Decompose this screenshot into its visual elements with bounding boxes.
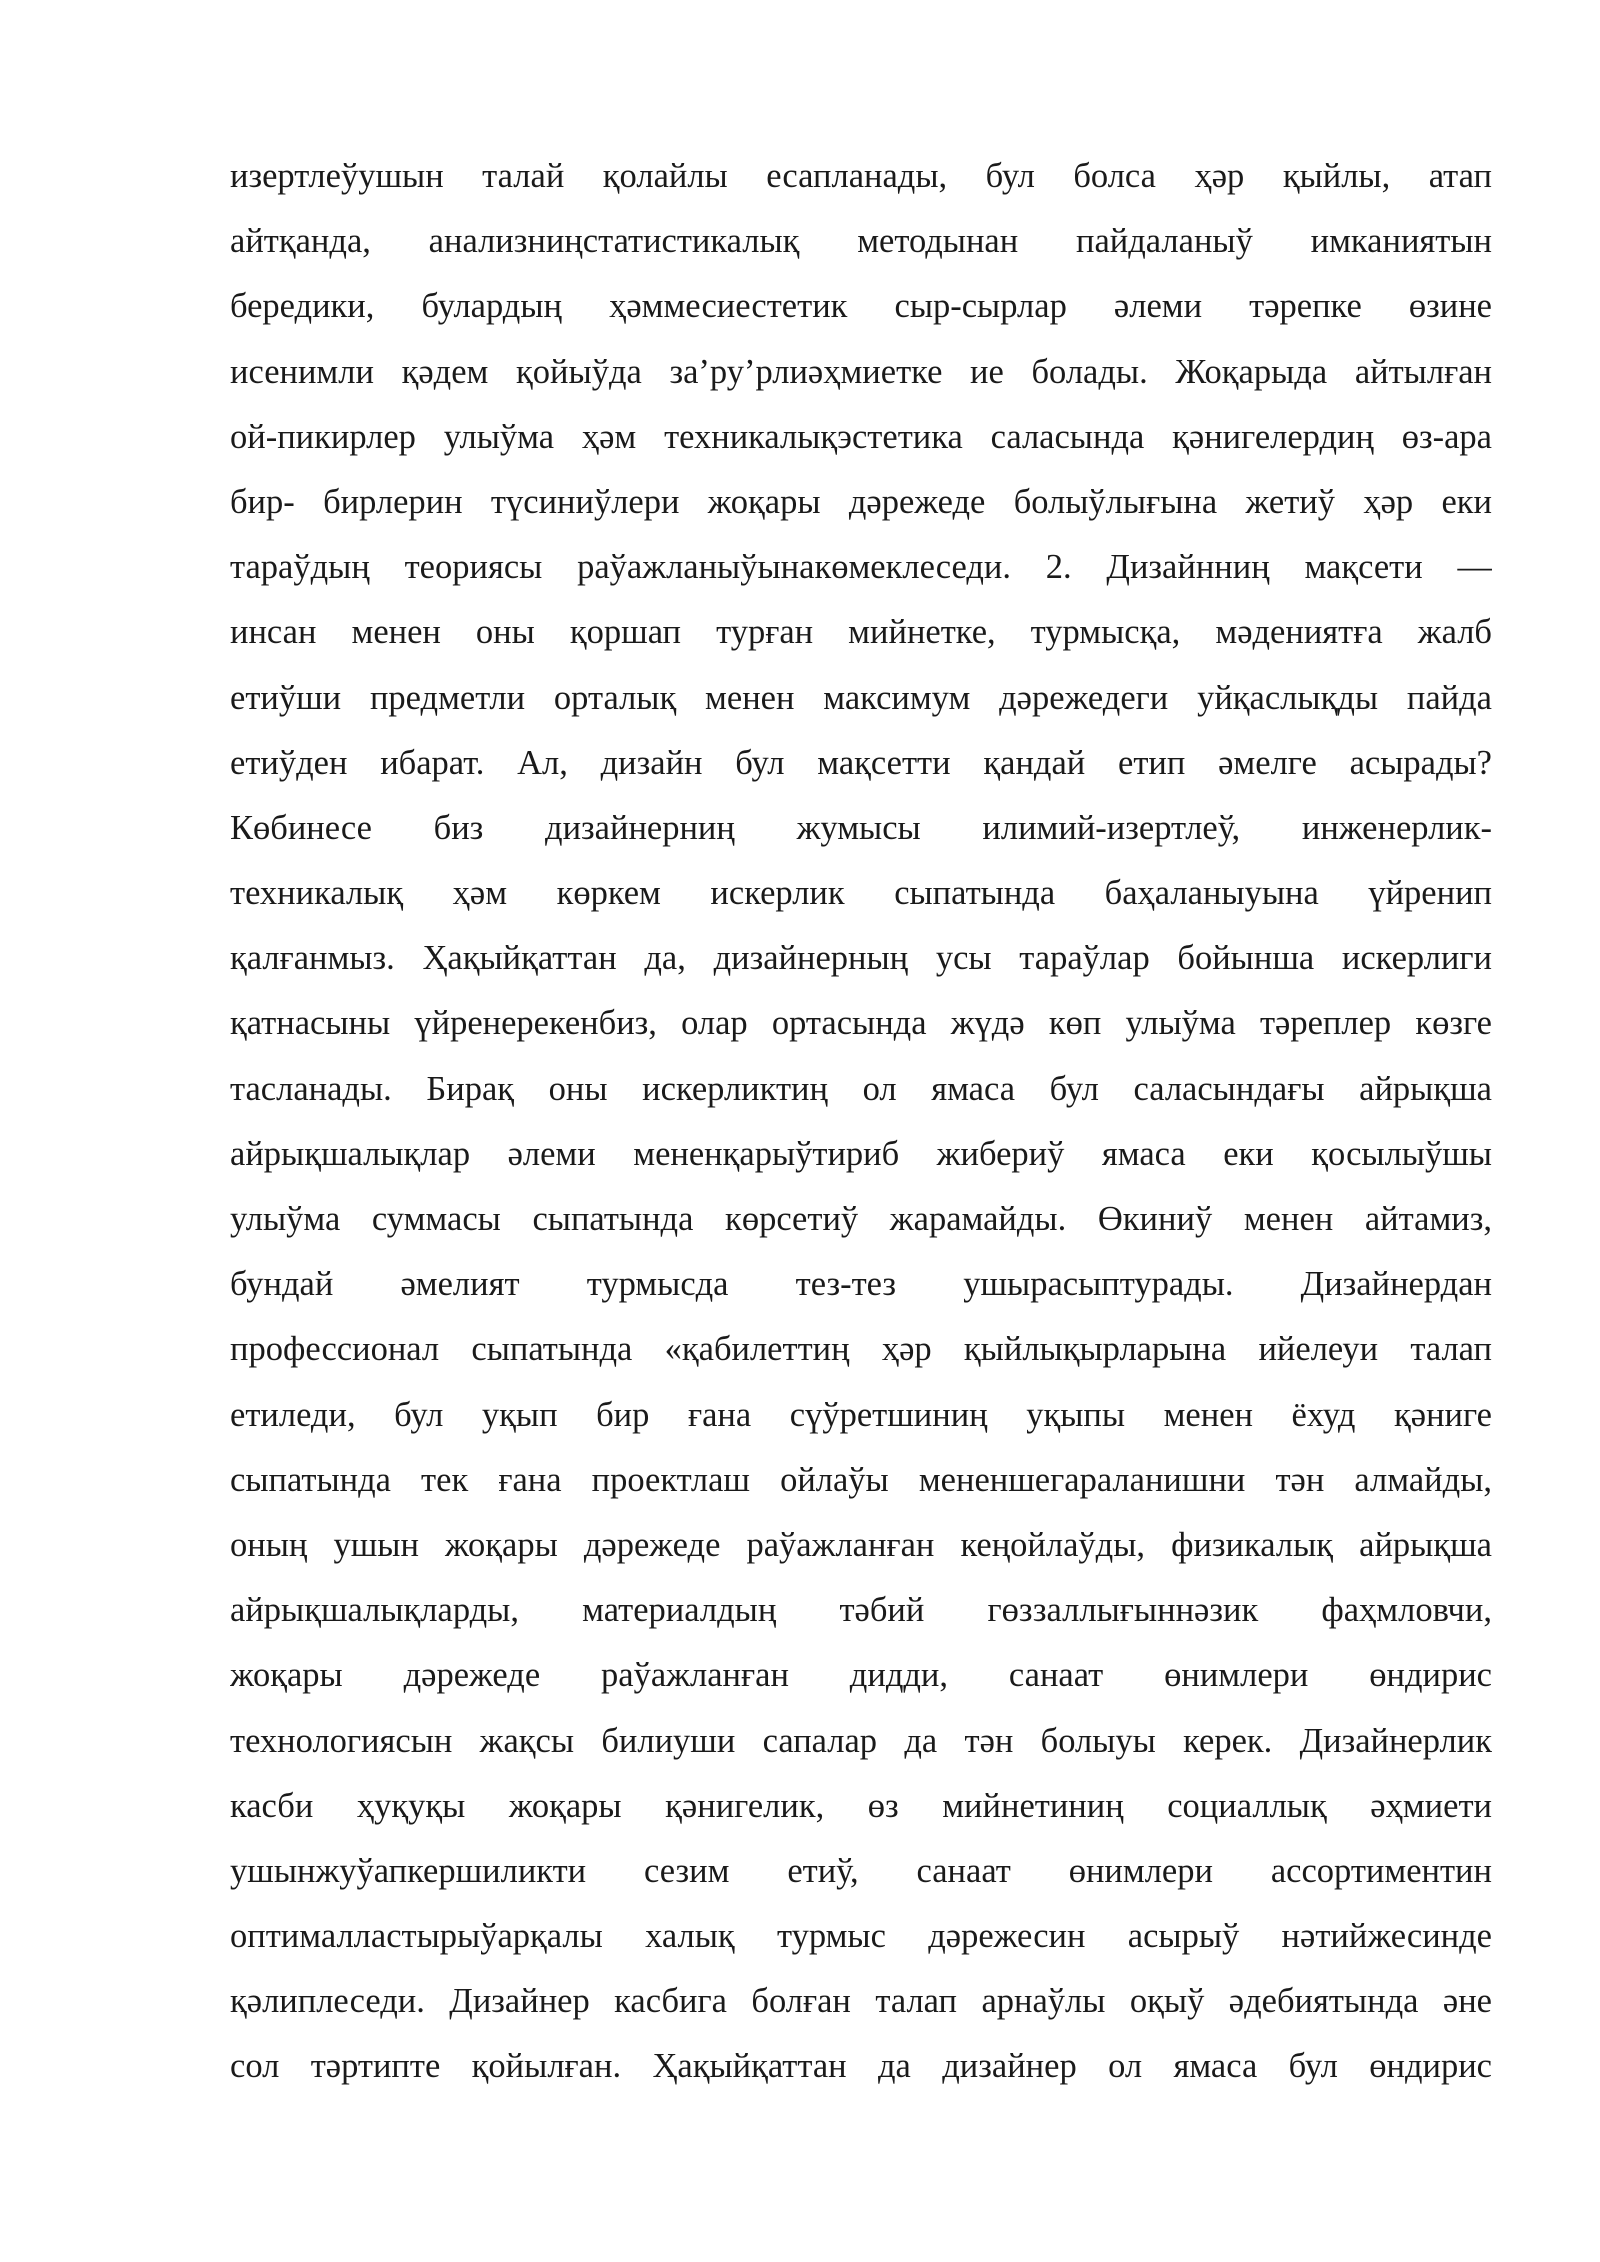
text-line: оптималластырыўарқалы халық турмыс дәрежесин асырыў нәтийжесинде [230, 1917, 1492, 1956]
text-line: сыпатында тек ғана проектлаш ойлаўы мененшегараланишни тән алмайды, [230, 1460, 1492, 1499]
text-line: бундай әмелият турмысда тез-тез ушырасыптурады. Дизайнердан [230, 1265, 1492, 1304]
text-line: қәлиплеседи. Дизайнер касбига болған талап арнаўлы оқыў әдебиятында әне [230, 1982, 1492, 2021]
text-line: тасланады. Бирақ оны искерликтиң ол ямаса бул саласындағы айрықша [230, 1069, 1492, 1108]
text-line: етиўши предметли орталық менен максимум дәрежедеги уйқаслықды пайда [230, 678, 1492, 717]
text-line: айтқанда, анализниңстатистикалық методынан пайдаланыў имканиятын [230, 222, 1492, 261]
text-line: сол тәртипте қойылған. Ҳақыйқаттан да дизайнер ол ямаса бул өндирис [230, 2047, 1492, 2086]
text-line: оның ушын жоқары дәрежеде раўажланған кеңойлаўды, физикалық айрықша [230, 1525, 1492, 1564]
text-line: етиледи, бул уқып бир ғана сүўретшиниң уқыпы менен ёхуд қәниге [230, 1395, 1492, 1434]
text-line: қалғанмыз. Ҳақыйқаттан да, дизайнерның усы тараўлар бойынша искерлиги [230, 939, 1492, 978]
text-line: бередики, булардың ҳәммесиестетик сыр-сырлар әлеми тәрепке өзине [230, 287, 1492, 326]
text-line: айрықшалықлар әлеми мененқарыўтириб жибериў ямаса еки қосылыўшы [230, 1134, 1492, 1173]
body-text [230, 144, 1492, 2100]
text-line: улыўма суммасы сыпатында көрсетиў жарамайды. Өкиниў менен айтамиз, [230, 1200, 1492, 1238]
text-line: Көбинесе биз дизайнерниң жумысы илимий-изертлеў, инженерлик- [230, 808, 1492, 847]
text-line: қатнасыны үйренерекенбиз, олар ортасында жүдә көп улыўма тәреплер көзге [230, 1004, 1492, 1043]
text-line: инсан менен оны қоршап турған мийнетке, турмысқа, мәдениятға жалб [230, 613, 1492, 652]
text-line: ой-пикирлер улыўма ҳәм техникалықэстетика саласында қәнигелердиң өз-ара [230, 417, 1492, 456]
text-line: етиўден ибарат. Ал, дизайн бул мақсетти қандай етип әмелге асырады? [230, 743, 1492, 782]
text-line: техникалық ҳәм көркем искерлик сыпатында баҳаланыуына үйренип [230, 874, 1492, 913]
text-line: ушынжуўапкершиликти сезим етиў, санаат өнимлери ассортиментин [230, 1851, 1492, 1890]
text-line: айрықшалықларды, материалдың тәбий гөззаллығыннәзик фаҳмловчи, [230, 1591, 1492, 1630]
text-line: касби ҳуқуқы жоқары қәнигелик, өз мийнетиниң социаллық әҳмиети [230, 1786, 1492, 1825]
text-line: жоқары дәрежеде раўажланған дидди, санаат өнимлери өндирис [230, 1656, 1492, 1695]
text-line: тараўдың теориясы раўажланыўынакөмеклеседи. 2. Дизайнниң мақсети — [230, 548, 1492, 587]
text-line: профессионал сыпатында «қабилеттиң ҳәр қыйлықырларына ийелеуи талап [230, 1330, 1492, 1369]
text-line: технологиясын жақсы билиуши сапалар да тән болыуы керек. Дизайнерлик [230, 1721, 1492, 1760]
text-line: исенимли қәдем қойыўда за’ру’рлиәҳмиетке ие болады. Жоқарыда айтылған [230, 352, 1492, 391]
text-line: изертлеўушын талай қолайлы есапланады, бул болса ҳәр қыйлы, атап [230, 157, 1492, 195]
text-line: бир- бирлерин түсиниўлери жоқары дәрежеде болыўлығына жетиў ҳәр еки [230, 482, 1492, 521]
